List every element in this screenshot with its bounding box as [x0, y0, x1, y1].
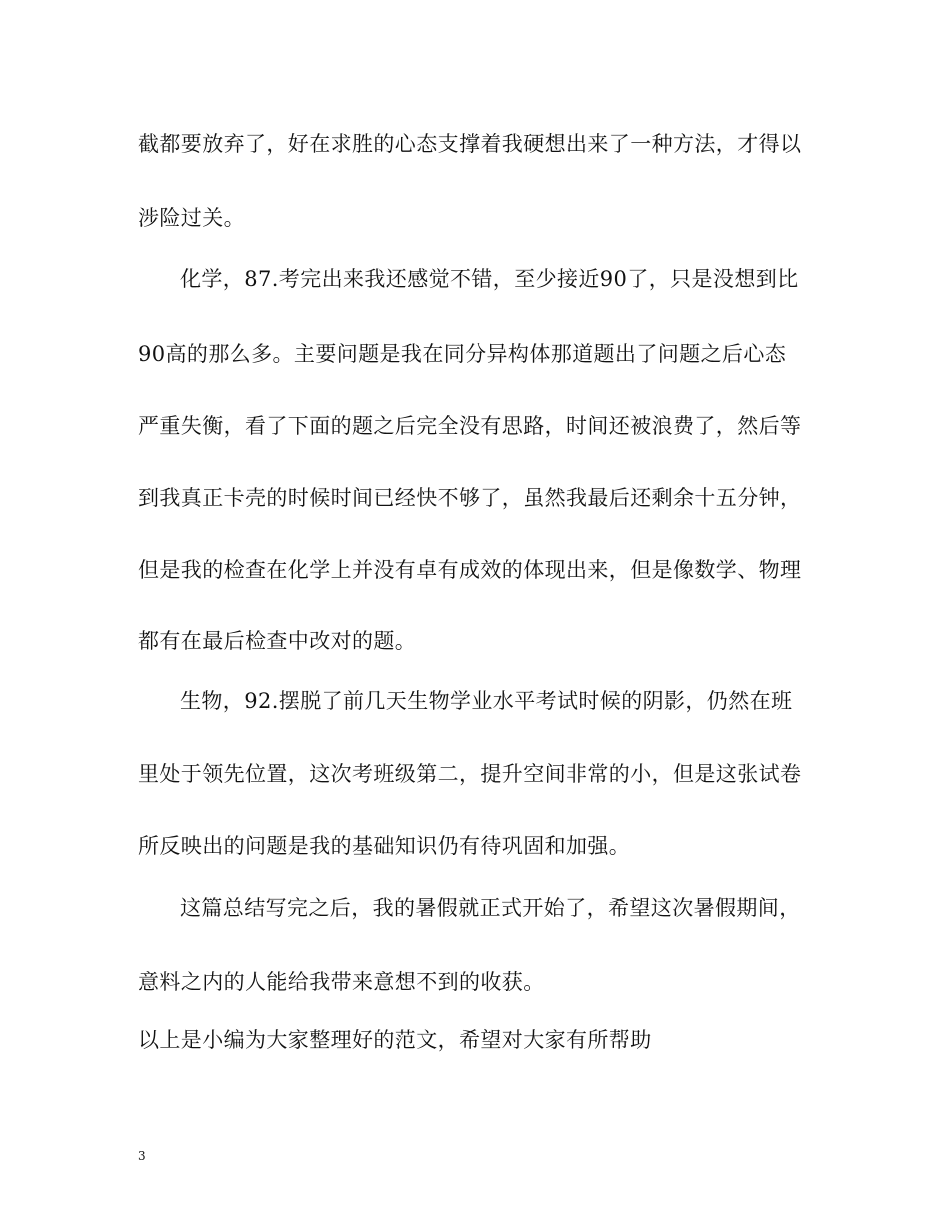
text-line: 生物，92.摆脱了前几天生物学业水平考试时候的阴影，仍然在班	[180, 689, 793, 713]
text-line: 但是我的检查在化学上并没有卓有成效的体现出来，但是像数学、物理	[138, 558, 802, 582]
text-line: 里处于领先位置，这次考班级第二，提升空间非常的小，但是这张试卷	[138, 762, 802, 786]
text-line: 涉险过关。	[138, 206, 245, 230]
page-number: 3	[138, 1149, 146, 1163]
text-line: 以上是小编为大家整理好的范文，希望对大家有所帮助	[138, 1028, 652, 1052]
text-line: 意料之内的人能给我带来意想不到的收获。	[138, 970, 545, 994]
text-line: 化学，87.考完出来我还感觉不错，至少接近90了，只是没想到比	[180, 267, 799, 291]
text-line: 严重失衡，看了下面的题之后完全没有思路，时间还被浪费了，然后等	[138, 414, 802, 438]
text-line: 90高的那么多。主要问题是我在同分异构体那道题出了问题之后心态	[138, 342, 787, 366]
text-line: 到我真正卡壳的时候时间已经快不够了，虽然我最后还剩余十五分钟，	[138, 486, 802, 510]
text-line: 截都要放弃了，好在求胜的心态支撑着我硬想出来了一种方法，才得以	[138, 132, 802, 156]
text-line: 这篇总结写完之后，我的暑假就正式开始了，希望这次暑假期间，	[180, 896, 801, 920]
text-line: 都有在最后检查中改对的题。	[138, 629, 417, 653]
text-line: 所反映出的问题是我的基础知识仍有待巩固和加强。	[138, 834, 631, 858]
